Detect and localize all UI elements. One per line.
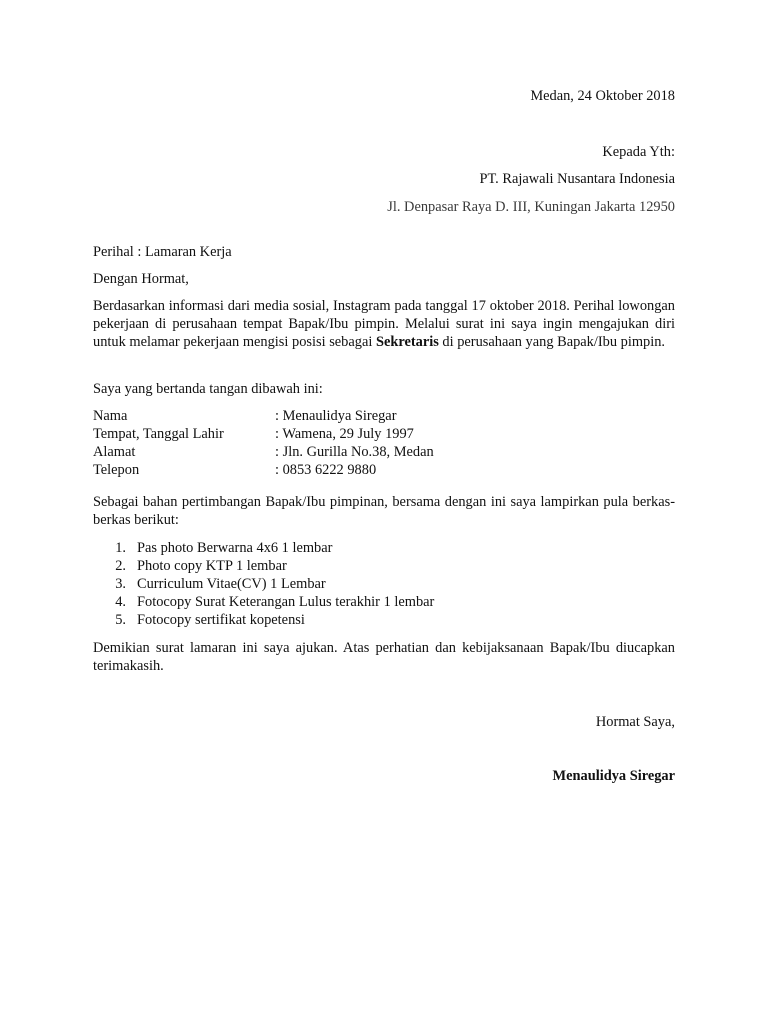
attachments-list	[93, 539, 675, 629]
recipient-intro: Kepada Yth:	[602, 144, 675, 160]
list-number: 2.	[115, 558, 126, 574]
identity-label: Nama	[93, 408, 128, 424]
list-text: Fotocopy sertifikat kopetensi	[137, 612, 305, 628]
intro-paragraph	[93, 297, 675, 351]
list-item	[93, 575, 675, 593]
attachments-paragraph: Sebagai bahan pertimbangan Bapak/Ibu pimpinan, bersama dengan ini saya lampirkan pula berkas-berkas berikut:	[93, 494, 675, 528]
place-date: Medan, 24 Oktober 2018	[530, 88, 675, 104]
subject-line: Perihal : Lamaran Kerja	[93, 244, 232, 260]
intro-text-before: Berdasarkan informasi dari media sosial, Instagram pada tanggal 17 oktober 2018. Perihal lowongan pekerjaan di perusahaan tempat Bapak/Ibu pimpin. Melalui surat ini saya ingin mengajukan diri untuk melamar pekerjaan mengisi posisi sebagai	[93, 298, 675, 350]
identity-label: Telepon	[93, 462, 140, 478]
list-item	[93, 557, 675, 575]
list-text: Fotocopy Surat Keterangan Lulus terakhir 1 lembar	[137, 594, 435, 610]
list-number: 5.	[115, 612, 126, 628]
identity-table	[93, 407, 675, 479]
list-item	[93, 539, 675, 557]
list-text: Photo copy KTP 1 lembar	[137, 558, 287, 574]
list-item	[93, 611, 675, 629]
sign-off: Hormat Saya,	[595, 714, 675, 730]
identity-value: : Jln. Gurilla No.38, Medan	[275, 444, 434, 460]
identity-value: : 0853 6222 9880	[275, 462, 377, 478]
signatory-intro: Saya yang bertanda tangan dibawah ini:	[93, 381, 323, 397]
list-number: 4.	[115, 594, 126, 610]
identity-label: Alamat	[93, 444, 136, 460]
identity-row-phone	[93, 461, 675, 479]
recipient-address: Jl. Denpasar Raya D. III, Kuningan Jakarta 12950	[387, 199, 675, 215]
recipient-company: PT. Rajawali Nusantara Indonesia	[479, 171, 675, 187]
greeting: Dengan Hormat,	[93, 271, 189, 287]
identity-value: : Menaulidya Siregar	[275, 408, 397, 424]
list-text: Curriculum Vitae(CV) 1 Lembar	[137, 576, 326, 592]
identity-row-name	[93, 407, 675, 425]
intro-text-after: di perusahaan yang Bapak/Ibu pimpin.	[438, 334, 666, 350]
signer-name: Menaulidya Siregar	[552, 768, 675, 784]
position-name: Sekretaris	[375, 334, 439, 350]
list-number: 3.	[115, 576, 126, 592]
list-item	[93, 593, 675, 611]
list-number: 1.	[115, 540, 126, 556]
closing-paragraph: Demikian surat lamaran ini saya ajukan. Atas perhatian dan kebijaksanaan Bapak/Ibu diucapkan terimakasih.	[93, 640, 675, 674]
identity-value: : Wamena, 29 July 1997	[275, 426, 414, 442]
identity-row-address	[93, 443, 675, 461]
identity-row-birth	[93, 425, 675, 443]
identity-label: Tempat, Tanggal Lahir	[93, 426, 224, 442]
list-text: Pas photo Berwarna 4x6 1 lembar	[137, 540, 333, 556]
